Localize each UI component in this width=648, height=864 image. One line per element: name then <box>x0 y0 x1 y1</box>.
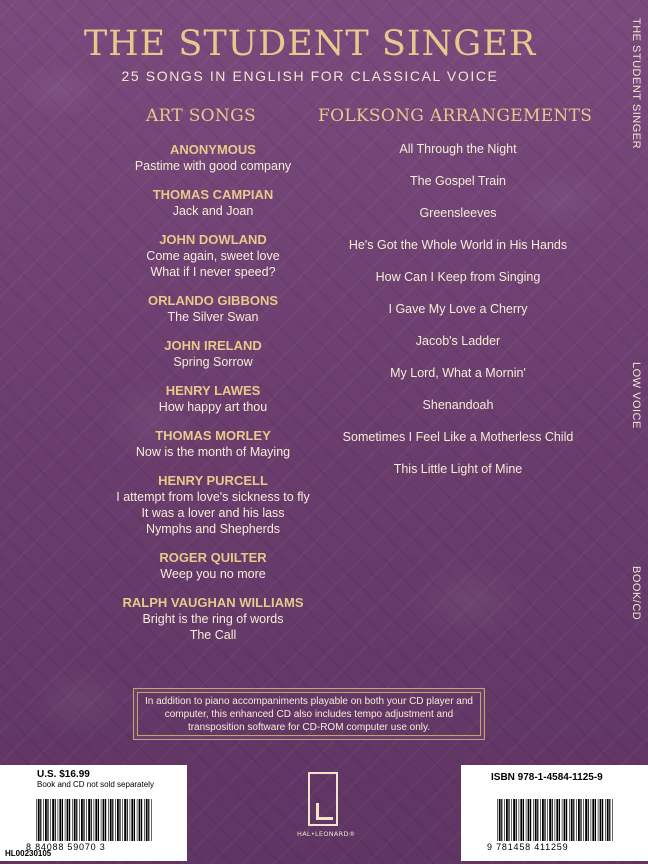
song-title: Spring Sorrow <box>173 355 253 369</box>
folksong-heading: FOLKSONG ARRANGEMENTS <box>318 106 593 126</box>
barcode-bar <box>595 799 596 841</box>
song-title: I attempt from love's sickness to fly <box>116 490 310 504</box>
barcode-bar <box>583 799 584 841</box>
barcode-bar <box>65 799 66 841</box>
barcode-bar <box>59 799 61 841</box>
barcode-bar <box>52 799 54 841</box>
barcode-bar <box>43 799 44 841</box>
composer-name: JOHN IRELAND <box>164 338 262 353</box>
folksong-list <box>318 141 598 493</box>
barcode-bar <box>130 799 131 841</box>
barcode-bar <box>520 799 522 841</box>
barcode-bar <box>74 799 76 841</box>
barcode-bar <box>497 799 498 841</box>
folksong-title: How Can I Keep from Singing <box>375 270 541 284</box>
barcode-bar <box>566 799 567 841</box>
song-title: What if I never speed? <box>150 265 276 279</box>
barcode-bar <box>588 799 589 841</box>
barcode-bar <box>47 799 48 841</box>
barcode-bar <box>528 799 530 841</box>
composer-name: ROGER QUILTER <box>159 550 267 565</box>
folksong-title: Jacob's Ladder <box>415 334 501 348</box>
barcode-bar <box>511 799 512 841</box>
barcode-bar <box>609 799 610 841</box>
barcode-bar <box>585 799 587 841</box>
barcode-bar <box>569 799 570 841</box>
barcode-bar <box>533 799 534 841</box>
barcode-bar <box>98 799 99 841</box>
song-title: Bright is the ring of words <box>142 612 284 626</box>
price: U.S. $16.99 <box>37 769 90 780</box>
barcode-bar <box>612 799 613 841</box>
barcode-bar <box>544 799 545 841</box>
product-code: HL00230105 <box>5 849 52 858</box>
folksong-title: Sometimes I Feel Like a Motherless Child <box>342 430 574 444</box>
barcode-bar <box>499 799 501 841</box>
cd-notice: In addition to piano accompaniments playable on both your CD player and computer, this enhanced CD also includes tempo adjustment and transposition software for CD-ROM computer use only. <box>133 688 485 740</box>
barcode-bar <box>591 799 592 841</box>
barcode-bar <box>139 799 141 841</box>
barcode-bar <box>124 799 126 841</box>
barcode-bar <box>117 799 119 841</box>
composer-name: HENRY PURCELL <box>158 473 268 488</box>
barcode-bar <box>542 799 544 841</box>
barcode-bar <box>516 799 517 841</box>
barcode-bar <box>86 799 87 841</box>
song-title: Nymphs and Shepherds <box>145 522 281 536</box>
song-title: Pastime with good company <box>134 159 292 173</box>
barcode-bar <box>36 799 37 841</box>
composer-name: THOMAS MORLEY <box>155 428 271 443</box>
folksong-title: This Little Light of Mine <box>393 462 523 476</box>
barcode-bar <box>88 799 90 841</box>
barcode-bar <box>146 799 148 841</box>
barcode-bar <box>115 799 116 841</box>
barcode-bar <box>535 799 537 841</box>
barcode-bar <box>45 799 47 841</box>
barcode-bar <box>598 799 599 841</box>
barcode-bar <box>556 799 558 841</box>
barcode-bar <box>95 799 97 841</box>
barcode-bar <box>607 799 609 841</box>
price-note: Book and CD not sold separately <box>37 780 154 789</box>
barcode-bar <box>83 799 84 841</box>
folksong-title: Greensleeves <box>419 206 497 220</box>
composer-name: THOMAS CAMPIAN <box>152 187 274 202</box>
spine-title: THE STUDENT SINGER <box>630 18 642 150</box>
barcode-bar <box>134 799 135 841</box>
composer-name: HENRY LAWES <box>165 383 261 398</box>
folksong-title: My Lord, What a Mornin' <box>390 366 526 380</box>
barcode-bar <box>55 799 56 841</box>
song-title: How happy art thou <box>158 400 268 414</box>
book-title: THE STUDENT SINGER <box>83 24 537 64</box>
barcode-bar <box>91 799 92 841</box>
price-barcode-label <box>0 765 187 861</box>
isbn: ISBN 978-1-4584-1125-9 <box>491 772 603 783</box>
barcode-bar <box>571 799 573 841</box>
barcode-bar <box>508 799 509 841</box>
song-title: Weep you no more <box>160 567 266 581</box>
spine-format: BOOK/CD <box>630 566 642 621</box>
barcode-bar <box>549 799 551 841</box>
barcode-bar <box>602 799 603 841</box>
composer-name: JOHN DOWLAND <box>159 232 267 247</box>
folksong-title: The Gospel Train <box>410 174 506 188</box>
barcode-bar <box>108 799 109 841</box>
barcode-bar <box>540 799 541 841</box>
song-title: The Silver Swan <box>167 310 259 324</box>
song-title: The Call <box>189 628 237 642</box>
barcode-bar <box>76 799 77 841</box>
barcode-bar <box>137 799 138 841</box>
barcode-bar <box>513 799 515 841</box>
publisher-logo <box>297 772 356 842</box>
barcode-bar <box>526 799 527 841</box>
barcode-bar <box>127 799 128 841</box>
barcode-bar <box>69 799 70 841</box>
barcode-bar <box>141 799 142 841</box>
folksong-title: He's Got the Whole World in His Hands <box>348 238 568 252</box>
barcode-bar <box>110 799 112 841</box>
song-title: Jack and Joan <box>172 204 254 218</box>
barcode-bar <box>573 799 574 841</box>
barcode-bar <box>578 799 580 841</box>
barcode-bar <box>576 799 577 841</box>
barcode-bar <box>119 799 120 841</box>
barcode-bar <box>38 799 40 841</box>
barcode-bar <box>40 799 41 841</box>
barcode-bar <box>555 799 556 841</box>
song-title: It was a lover and his lass <box>141 506 285 520</box>
barcode-bar <box>105 799 106 841</box>
barcode-bar <box>600 799 602 841</box>
barcode-bar <box>112 799 113 841</box>
composer-name: ANONYMOUS <box>170 142 256 157</box>
barcode-bar <box>62 799 63 841</box>
barcode-bar <box>72 799 73 841</box>
barcode-bar <box>79 799 80 841</box>
folksong-title: Shenandoah <box>422 398 494 412</box>
barcode-bar <box>58 799 59 841</box>
barcode-bar <box>537 799 538 841</box>
barcode-bar <box>144 799 145 841</box>
art-songs-heading: ART SONGS <box>146 106 256 126</box>
song-title: Come again, sweet love <box>146 249 280 263</box>
barcode-bar <box>547 799 548 841</box>
book-subtitle: 25 SONGS IN ENGLISH FOR CLASSICAL VOICE <box>121 68 499 84</box>
folksong-title: All Through the Night <box>399 142 517 156</box>
barcode-bar <box>50 799 51 841</box>
barcode-bar <box>564 799 566 841</box>
barcode-bar <box>519 799 520 841</box>
isbn-barcode <box>495 799 615 841</box>
barcode-bar <box>562 799 563 841</box>
folksong-title: I Gave My Love a Cherry <box>388 302 528 316</box>
barcode-bar <box>81 799 83 841</box>
barcode-bar <box>552 799 553 841</box>
barcode-bar <box>530 799 531 841</box>
barcode-bar <box>501 799 502 841</box>
barcode-bar <box>504 799 505 841</box>
barcode-bar <box>605 799 606 841</box>
barcode-bar <box>101 799 102 841</box>
composer-name: ORLANDO GIBBONS <box>148 293 278 308</box>
isbn-digits: 9 781458 411259 <box>487 842 569 852</box>
composer-name: RALPH VAUGHAN WILLIAMS <box>122 595 304 610</box>
barcode-bar <box>94 799 95 841</box>
barcode-bar <box>592 799 594 841</box>
barcode-bar <box>523 799 524 841</box>
publisher-name: HAL•LEONARD® <box>297 830 356 838</box>
barcode-bar <box>151 799 152 841</box>
barcode-bar <box>131 799 133 841</box>
isbn-barcode-label <box>461 765 648 861</box>
spine-voice: LOW VOICE <box>630 362 642 429</box>
barcode-bar <box>67 799 69 841</box>
barcode-bar <box>559 799 560 841</box>
hal-leonard-icon <box>308 772 338 826</box>
barcode-bar <box>122 799 123 841</box>
barcode-bar <box>148 799 149 841</box>
barcode-bar <box>506 799 508 841</box>
upc-digits: 8 84088 59070 3 <box>26 842 106 852</box>
barcode-bar <box>103 799 105 841</box>
art-songs-list <box>98 142 328 643</box>
upc-barcode <box>34 799 154 841</box>
song-title: Now is the month of Maying <box>135 445 291 459</box>
barcode-bar <box>580 799 581 841</box>
